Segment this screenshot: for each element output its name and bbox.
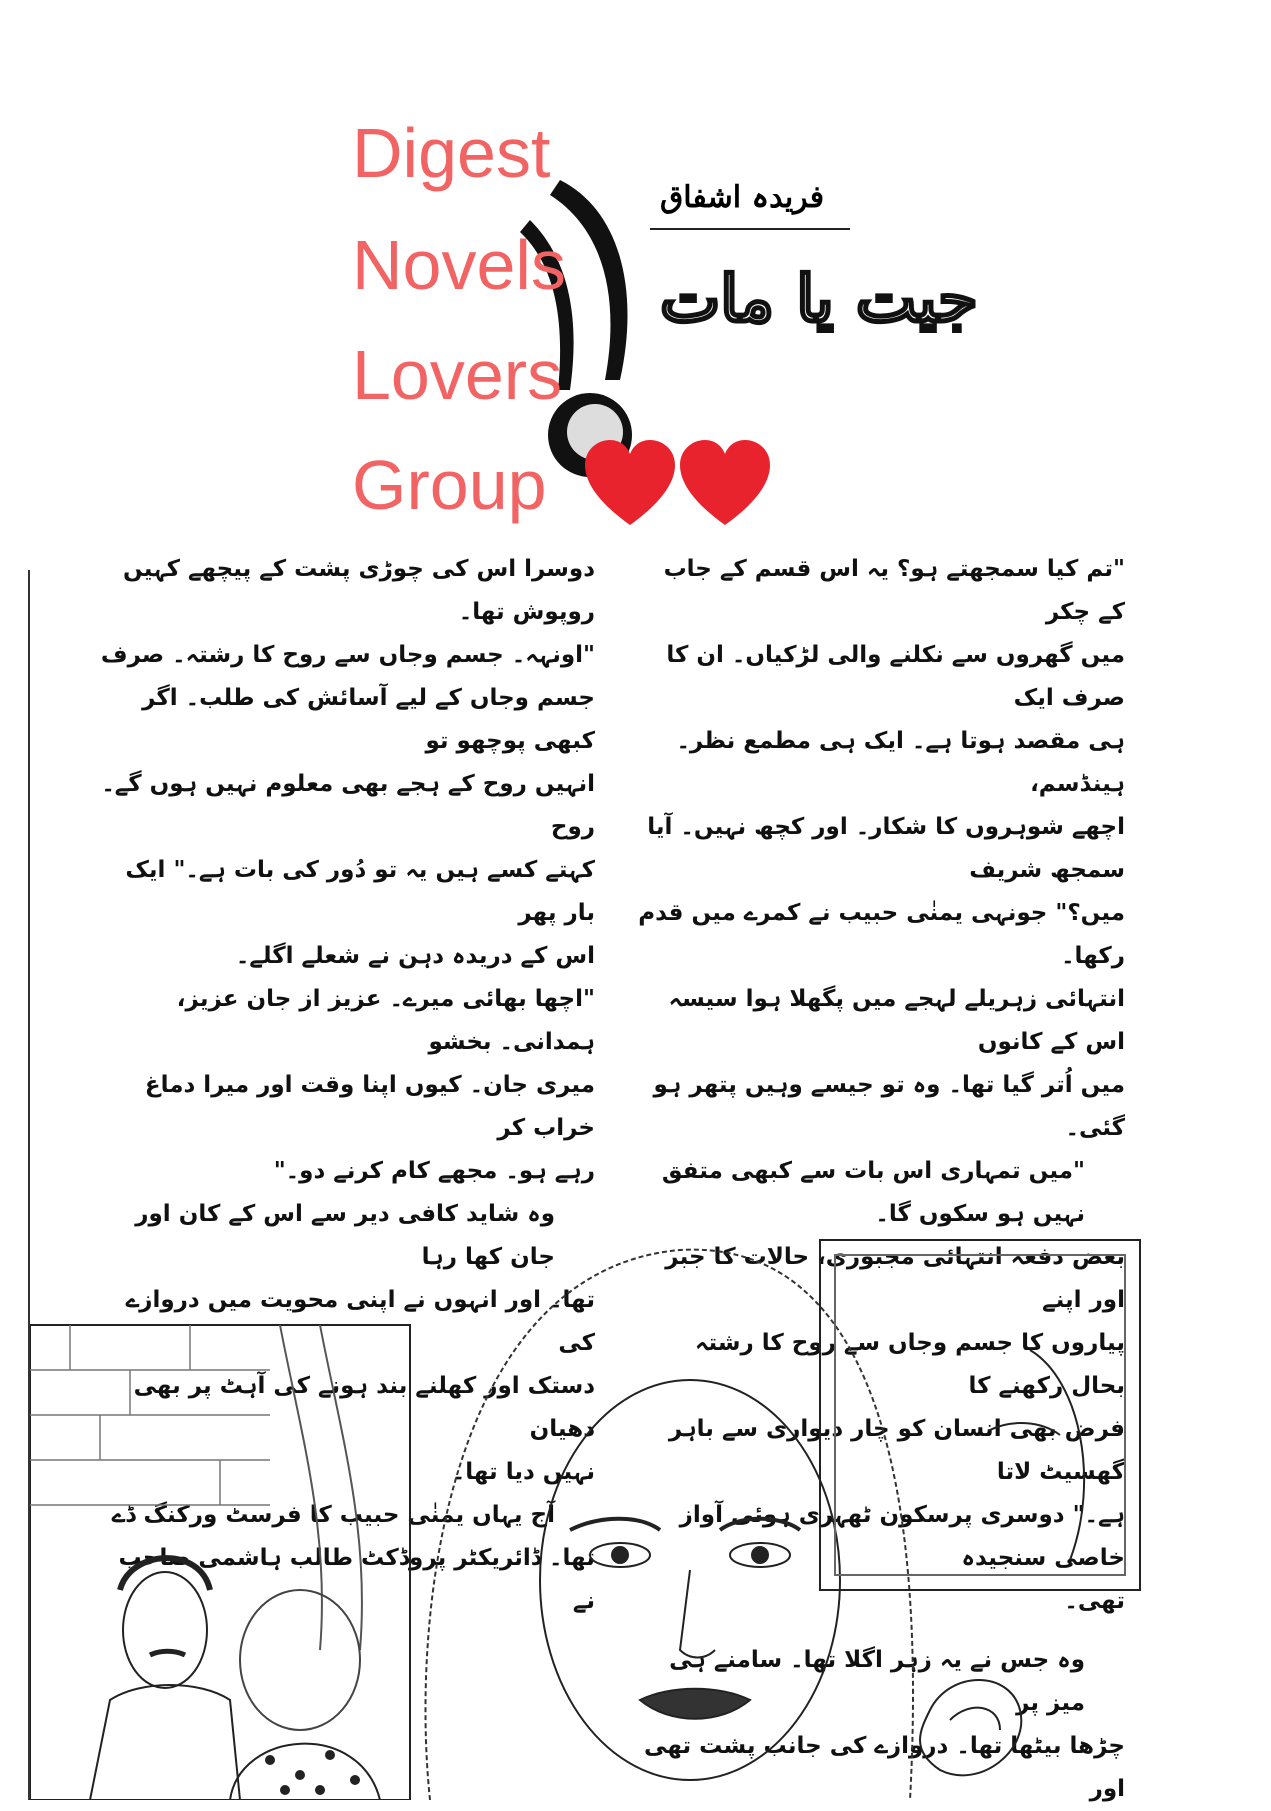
story-title: جیت یا مات [660,262,978,337]
text-line: میری جان۔ کیوں اپنا وقت اور میرا دماغ خراب کر [144,1072,595,1141]
text-line: میں؟" جونہی یمنٰی حبیب نے کمرے میں قدم رکھا۔ [638,900,1125,969]
text-line: انہیں روح کے ہجے بھی معلوم نہیں ہوں گے۔ روح [101,771,595,840]
illustration-right-frame [820,1240,1140,1590]
text-line: اس کے دریدہ دہن نے شعلے اگلے۔ [235,943,595,969]
text-line: میں اُتر گیا تھا۔ وہ تو جیسے وہیں پتھر ہو گئی۔ [653,1072,1125,1141]
text-line: وہ شاید کافی دیر سے اس کے کان اور جان کھا رہا [135,1201,555,1270]
text-line: رہے ہو۔ مجھے کام کرنے دو۔" [273,1158,595,1184]
text-line: "تم کیا سمجھتے ہو؟ یہ اس قسم کے جاب کے چکر [663,556,1125,625]
man-body [90,1685,240,1800]
curtain [280,1325,362,1650]
rose-petal [950,1708,1000,1730]
rose [920,1680,1021,1775]
woman-hair [240,1590,360,1730]
man-profile [990,1350,1084,1560]
text-line: ہے۔" دوسری پرسکون ٹھہری ہوئی آواز خاصی سنجیدہ [679,1502,1125,1571]
watermark-line: Novels [352,226,566,304]
text-line: دستک اور کھلنے بند ہونے کی آہٹ پر بھی دھیان [133,1373,595,1442]
author-underline [650,228,850,230]
woman-face-large [540,1380,840,1780]
woman-hair-large [425,1250,913,1800]
mustache [150,1651,185,1655]
right-pupil [752,1547,768,1563]
text-line: دوسرا اس کی چوڑی پشت کے پیچھے کہیں روپوش تھا۔ [123,556,595,625]
text-line: کہتے کسے ہیں یہ تو دُور کی بات ہے۔" ایک بار پھر [125,857,595,926]
watermark-line: Lovers [352,336,563,414]
watermark-line: Group [352,446,547,524]
text-line: آج یہاں یمنٰی حبیب کا فرسٹ ورکنگ ڈے [111,1502,555,1528]
story-illustration [30,1230,1160,1800]
text-line: "اچھا بھائی میرے۔ عزیز از جان عزیز، ہمدانی۔ بخشو [176,986,595,1055]
man-hair [120,1558,210,1590]
text-line: اچھے شوہروں کا شکار۔ اور کچھ نہیں۔ آیا سمجھ شریف [647,814,1125,883]
polka-dots [265,1750,360,1795]
text-line: تھی۔ [1064,1588,1125,1614]
text-line: ہی مقصد ہوتا ہے۔ ایک ہی مطمع نظر۔ ہینڈسم، [676,728,1125,797]
watermark-line: Digest [352,114,551,192]
left-eyebrow [570,1519,660,1530]
author-name: فریدہ اشفاق [660,180,825,215]
text-line: تھا۔ اور انہوں نے اپنی محویت میں دروازے کی [125,1287,595,1356]
text-line: نہیں دیا تھا۔ [451,1459,595,1485]
text-line: جسم وجاں کے لیے آسائش کی طلب۔ اگر کبھی پوچھو تو [142,685,595,754]
text-line: "میں تمہاری اس بات سے کبھی متفق نہیں ہو سکوں گا۔ [661,1158,1085,1227]
man-face [123,1572,207,1688]
right-eyebrow [720,1519,800,1530]
text-line: چڑھا بیٹھا تھا۔ دروازے کی جانب پشت تھی اور [644,1733,1125,1802]
text-line: انتہائی زہریلے لہجے میں پگھلا ہوا سیسہ اس کے کانوں [668,986,1125,1055]
red-heart-icon [585,440,775,530]
text-line: فرض بھی انسان کو چار دیواری سے باہر گھسیٹ لاتا [668,1416,1125,1485]
nose [680,1570,715,1658]
text-line: "اونہہ۔ جسم وجاں سے روح کا رشتہ۔ صرف [100,642,595,668]
text-line: وہ جس نے یہ زہر اگلا تھا۔ سامنے ہی میز پر [669,1647,1085,1716]
brick-wall [30,1325,270,1505]
text-line: میں گھروں سے نکلنے والی لڑکیاں۔ ان کا صرف ایک [666,642,1125,711]
text-line: پیاروں کا جسم وجاں سے روح کا رشتہ بحال رکھنے کا [695,1330,1125,1399]
illustration-left-panel [30,1325,410,1800]
text-line: تھا۔ ڈائریکٹر پروڈکٹ طالب ہاشمی صاحب نے [118,1545,595,1614]
woman-body [230,1744,380,1800]
lips [640,1689,750,1719]
text-line: بعض دفعہ انتہائی مجبوری، حالات کا جبر اور اپنے [665,1244,1125,1313]
left-pupil [612,1547,628,1563]
